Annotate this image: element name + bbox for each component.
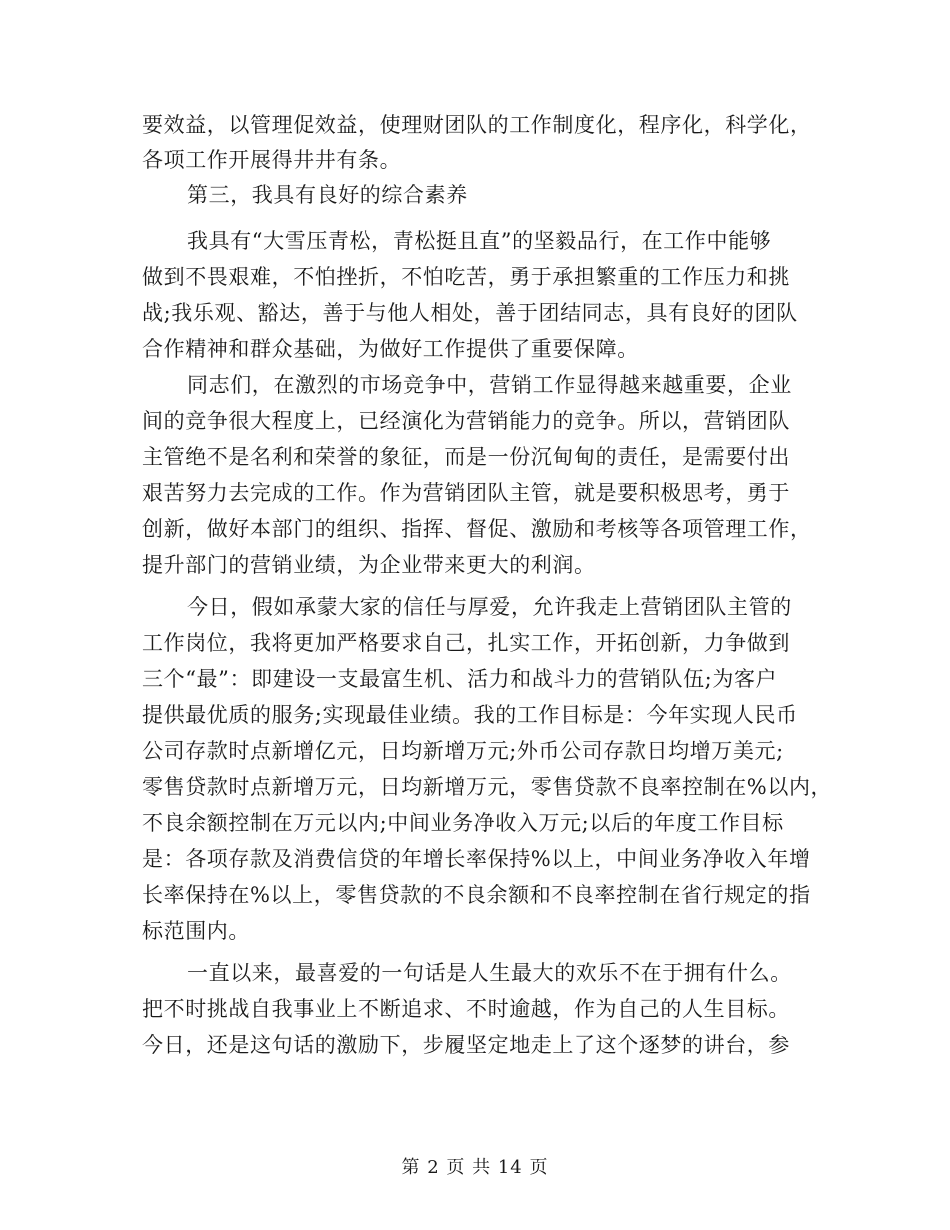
text-line: 长率保持在%以上，零售贷款的不良余额和不良率控制在省行规定的指 <box>142 883 811 907</box>
text-line: 公司存款时点新增亿元，日均新增万元;外币公司存款日均增万美元; <box>142 739 784 763</box>
text-line: 艰苦努力去完成的工作。作为营销团队主管，就是要积极思考，勇于 <box>142 481 790 505</box>
text-line: 标范围内。 <box>142 919 250 943</box>
text-line: 工作岗位，我将更加严格要求自己，扎实工作，开拓创新，力争做到 <box>142 631 790 655</box>
text-line: 做到不畏艰难，不怕挫折，不怕吃苦，勇于承担繁重的工作压力和挑 <box>142 265 790 289</box>
text-line: 各项工作开展得井井有条。 <box>142 148 402 172</box>
text-line: 间的竞争很大程度上，已经演化为营销能力的竞争。所以，营销团队 <box>142 409 790 433</box>
text-line: 一直以来，最喜爱的一句话是人生最大的欢乐不在于拥有什么。 <box>187 961 792 985</box>
text-line: 零售贷款时点新增万元，日均新增万元，零售贷款不良率控制在%以内， <box>142 775 833 799</box>
page-number-footer: 第 2 页 共 14 页 <box>401 1157 549 1178</box>
text-line: 战;我乐观、豁达，善于与他人相处，善于团结同志，具有良好的团队 <box>142 301 798 325</box>
text-line: 要效益，以管理促效益，使理财团队的工作制度化，程序化，科学化， <box>142 113 812 137</box>
text-line: 不良余额控制在万元以内;中间业务净收入万元;以后的年度工作目标 <box>142 811 784 835</box>
section-heading: 第三，我具有良好的综合素养 <box>187 183 468 207</box>
text-line: 我具有“大雪压青松，青松挺且直”的坚毅品行，在工作中能够 <box>187 229 772 253</box>
text-line: 同志们，在激烈的市场竞争中，营销工作显得越来越重要，企业 <box>187 373 792 397</box>
text-line: 把不时挑战自我事业上不断追求、不时逾越，作为自己的人生目标。 <box>142 997 790 1021</box>
text-line: 主管绝不是名利和荣誉的象征，而是一份沉甸甸的责任，是需要付出 <box>142 445 790 469</box>
text-line: 今日，还是这句话的激励下，步履坚定地走上了这个逐梦的讲台，参 <box>142 1033 790 1057</box>
text-line: 创新，做好本部门的组织、指挥、督促、激励和考核等各项管理工作， <box>142 517 812 541</box>
text-line: 三个“最”：即建设一支最富生机、活力和战斗力的营销队伍;为客户 <box>142 667 778 691</box>
text-line: 提升部门的营销业绩，为企业带来更大的利润。 <box>142 553 596 577</box>
text-line: 是：各项存款及消费信贷的年增长率保持%以上，中间业务净收入年增 <box>142 847 811 871</box>
text-line: 提供最优质的服务;实现最佳业绩。我的工作目标是：今年实现人民币 <box>142 703 798 727</box>
text-line: 今日，假如承蒙大家的信任与厚爱，允许我走上营销团队主管的 <box>187 595 792 619</box>
text-line: 合作精神和群众基础，为做好工作提供了重要保障。 <box>142 337 639 361</box>
